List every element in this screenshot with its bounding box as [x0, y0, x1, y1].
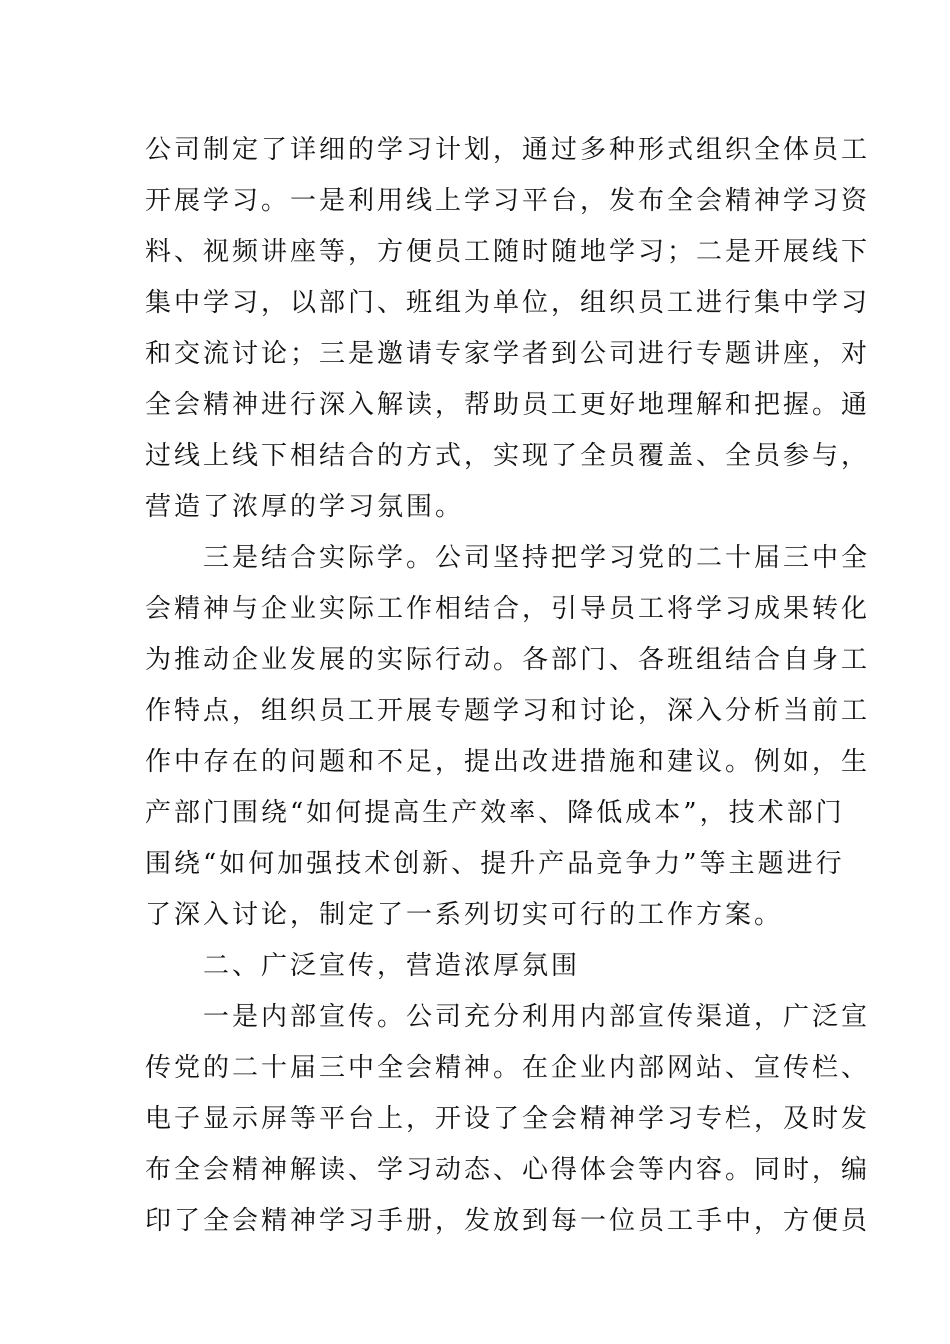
text-line: 营造了浓厚的学习氛围。	[145, 492, 465, 522]
paragraph-practical-study	[145, 533, 871, 941]
text-line: 会精神与企业实际工作相结合，引导员工将学习成果转化	[145, 594, 871, 624]
text-line: 围绕“如何加强技术创新、提升产品竞争力”等主题进行	[145, 849, 845, 879]
text-line: 布全会精神解读、学习动态、心得体会等内容。同时，编	[145, 1155, 871, 1185]
document-body	[145, 125, 871, 1247]
text-line: 作特点，组织员工开展专题学习和讨论，深入分析当前工	[145, 696, 871, 726]
text-line: 三是结合实际学。公司坚持把学习党的二十届三中全	[145, 543, 871, 573]
text-line: 和交流讨论；三是邀请专家学者到公司进行专题讲座，对	[145, 339, 871, 369]
text-line: 开展学习。一是利用线上学习平台，发布全会精神学习资	[145, 186, 871, 216]
text-line: 传党的二十届三中全会精神。在企业内部网站、宣传栏、	[145, 1053, 871, 1083]
text-line: 印了全会精神学习手册，发放到每一位员工手中，方便员	[145, 1206, 871, 1236]
paragraph-internal-publicity	[145, 992, 871, 1247]
text-line: 电子显示屏等平台上，开设了全会精神学习专栏，及时发	[145, 1104, 871, 1134]
text-line: 一是内部宣传。公司充分利用内部宣传渠道，广泛宣	[145, 1002, 871, 1032]
section-heading-text: 二、广泛宣传，营造浓厚氛围	[145, 951, 581, 981]
text-line: 全会精神进行深入解读，帮助员工更好地理解和把握。通	[145, 390, 871, 420]
paragraph-study-plan	[145, 125, 871, 533]
text-line: 料、视频讲座等，方便员工随时随地学习；二是开展线下	[145, 237, 871, 267]
text-line: 公司制定了详细的学习计划，通过多种形式组织全体员工	[145, 135, 871, 165]
text-line: 了深入讨论，制定了一系列切实可行的工作方案。	[145, 900, 784, 930]
text-line: 作中存在的问题和不足，提出改进措施和建议。例如，生	[145, 747, 871, 777]
text-line: 产部门围绕“如何提高生产效率、降低成本”，技术部门	[145, 798, 845, 828]
text-line: 过线上线下相结合的方式，实现了全员覆盖、全员参与，	[145, 441, 871, 471]
section-heading	[145, 941, 815, 992]
text-line: 为推动企业发展的实际行动。各部门、各班组结合自身工	[145, 645, 871, 675]
text-line: 集中学习，以部门、班组为单位，组织员工进行集中学习	[145, 288, 871, 318]
